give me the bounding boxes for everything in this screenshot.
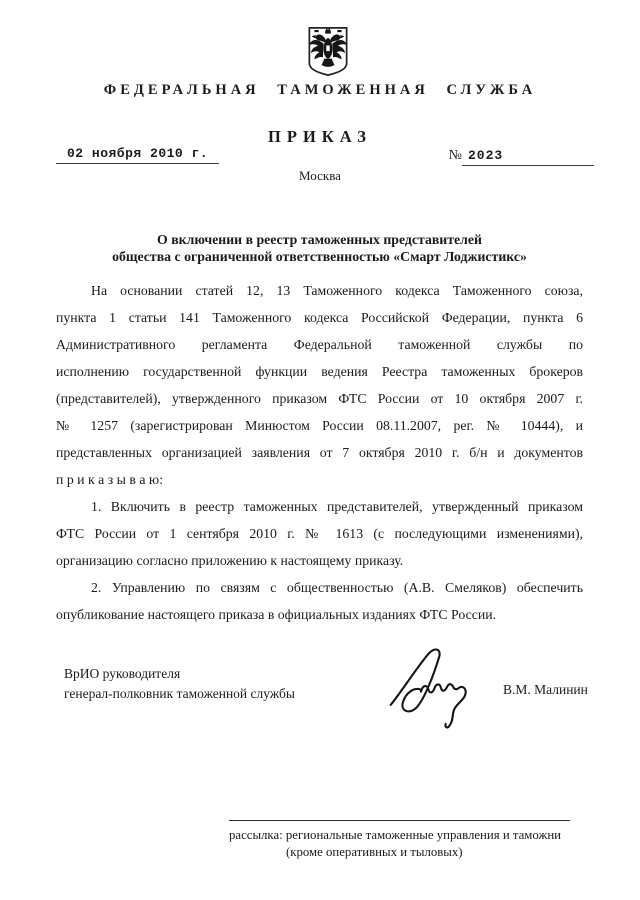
body-line: 2. Управлению по связям с общественностью (А.В. Смеляков) обеспечить	[91, 580, 583, 595]
body-line: исполнению государственной функции ведения Реестра таможенных брокеров	[56, 364, 583, 379]
body-line: п р и к а з ы в а ю:	[56, 472, 164, 487]
order-date: 02 ноября 2010 г.	[56, 146, 219, 164]
body-line: (представителей), утвержденного приказом ФТС России от 10 октября 2007 г.	[56, 391, 583, 406]
body-line: На основании статей 12, 13 Таможенного кодекса Таможенного союза,	[91, 283, 583, 298]
handwritten-signature	[385, 643, 475, 745]
signer-position	[64, 664, 364, 704]
body-paragraphs	[56, 277, 583, 628]
signer-position-line1: ВрИО руководителя	[64, 666, 181, 681]
order-title-line1: О включении в реестр таможенных представителей	[157, 232, 482, 247]
number-sign: №	[448, 148, 462, 163]
footer-divider	[229, 820, 570, 827]
distribution-line2: (кроме оперативных и тыловых)	[286, 845, 463, 859]
body-line: представленных организацией заявления от 7 октября 2010 г. б/н и документов	[56, 445, 583, 460]
order-title	[56, 231, 583, 265]
body-line: пункта 1 статьи 141 Таможенного кодекса Российской Федерации, пункта 6	[56, 310, 583, 325]
order-title-line2: общества с ограниченной ответственностью «Смарт Лоджистикс»	[112, 249, 527, 264]
signer-position-line2: генерал-полковник таможенной службы	[64, 686, 295, 701]
signer-name: В.М. Малинин	[503, 682, 588, 697]
body-line: опубликование настоящего приказа в официальных изданиях ФТС России.	[56, 607, 497, 622]
distribution-note	[229, 820, 570, 861]
date-number-row	[56, 146, 594, 168]
body-line: ФТС России от 1 сентября 2010 г. № 1613 (с последующими изменениями),	[56, 526, 583, 541]
distribution-line1: рассылка: региональные таможенные управления и таможни	[229, 828, 562, 842]
coat-of-arms-icon	[306, 25, 350, 78]
city-label: Москва	[299, 168, 341, 183]
body-line: организацию согласно приложению к настоящему приказу.	[56, 553, 404, 568]
order-number-cell	[449, 146, 594, 166]
body-line: Административного регламента Федеральной таможенной службы по	[56, 337, 583, 352]
document-type-heading: ПРИКАЗ	[268, 127, 372, 146]
body-line: 1. Включить в реестр таможенных представителей, утвержденный приказом	[91, 499, 583, 514]
body-line: № 1257 (зарегистрирован Минюстом России 08.11.2007, рег. № 10444), и	[56, 418, 583, 433]
order-number: 2023	[462, 148, 594, 166]
agency-name: ФЕДЕРАЛЬНАЯ ТАМОЖЕННАЯ СЛУЖБА	[103, 82, 537, 98]
